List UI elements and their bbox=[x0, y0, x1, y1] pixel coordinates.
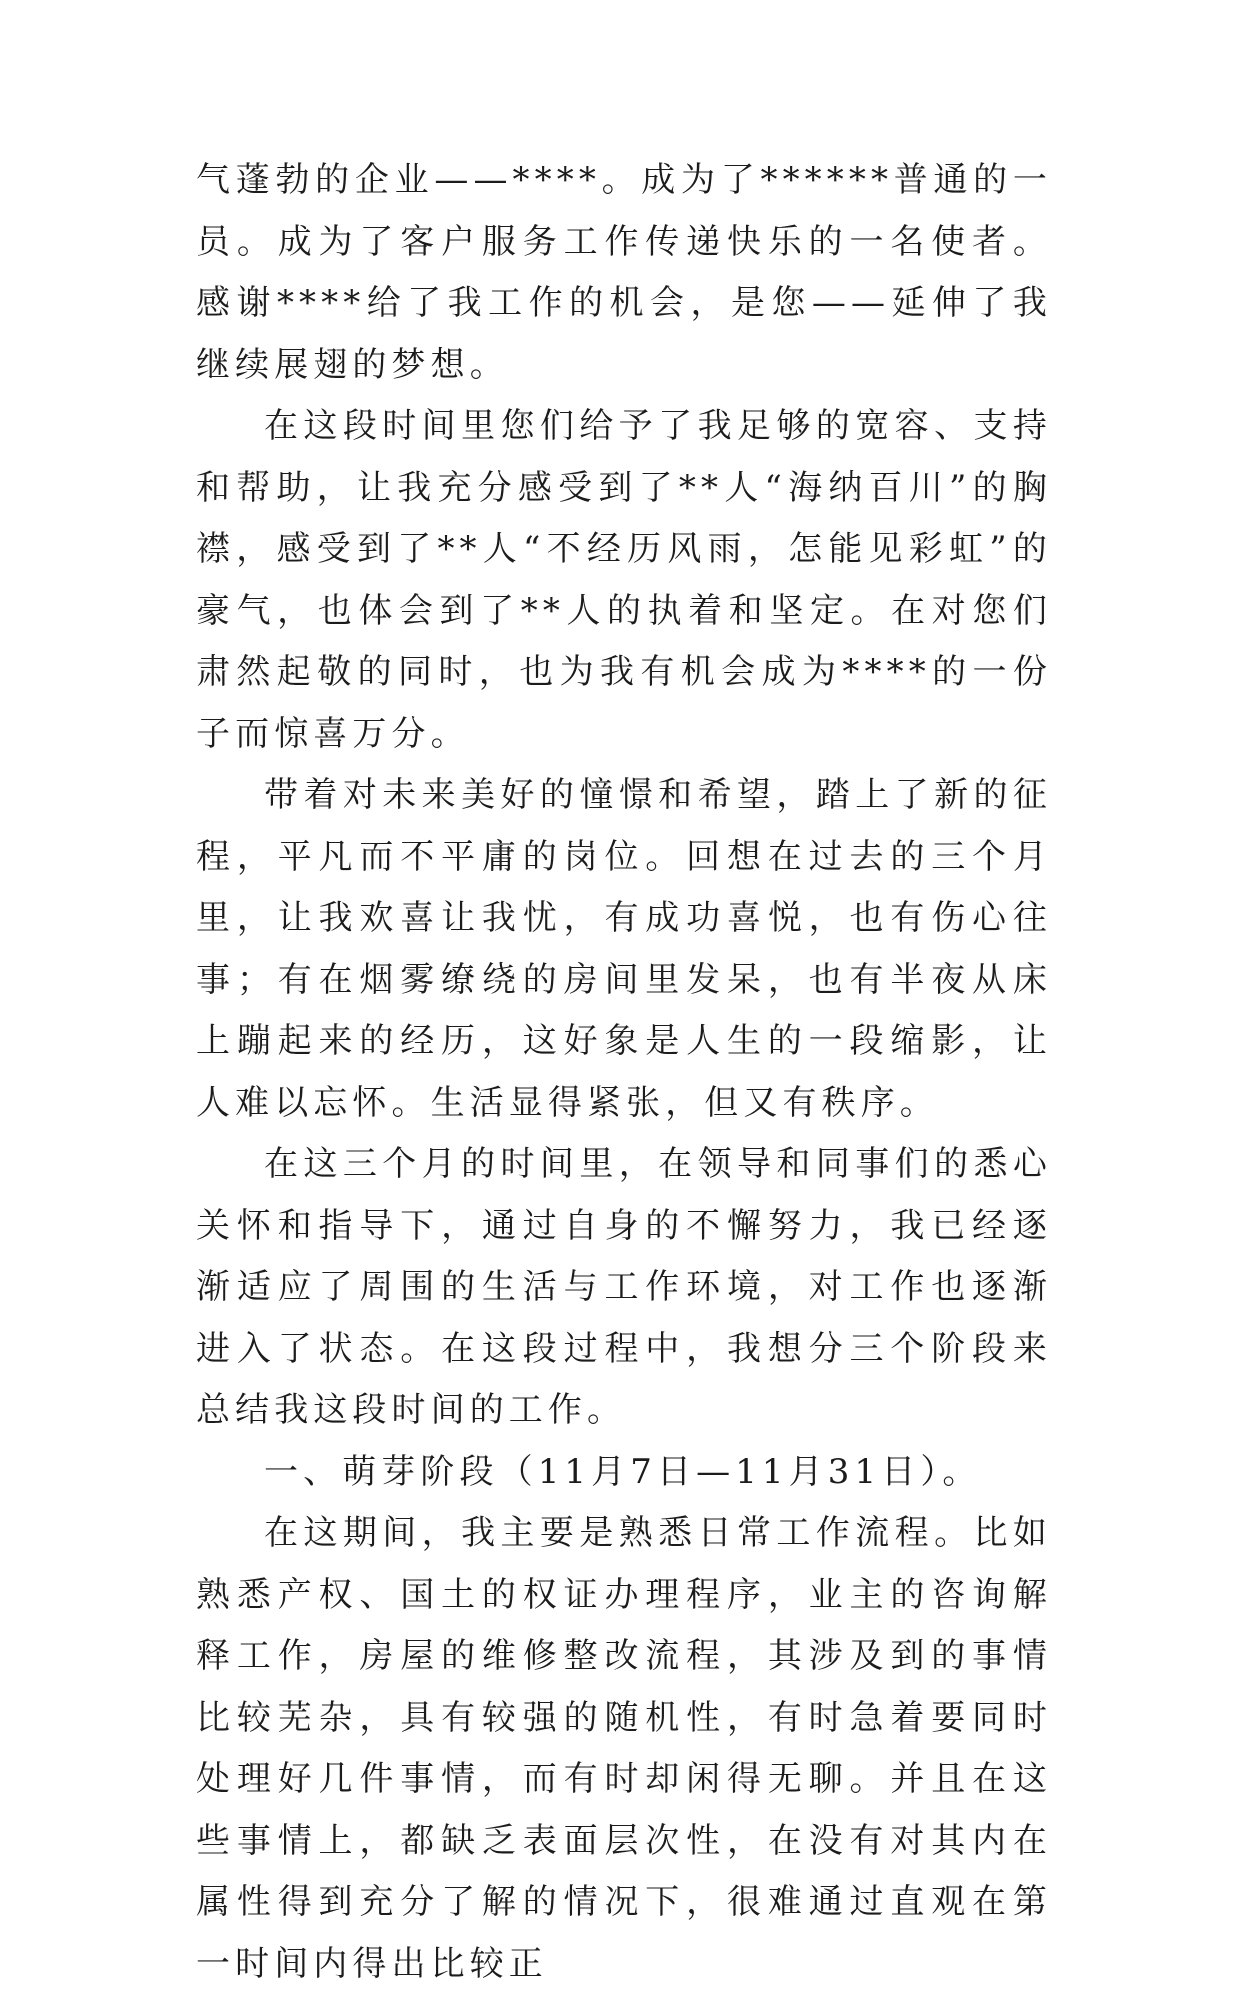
paragraph-4: 在这三个月的时间里，在领导和同事们的悉心关怀和指导下，通过自身的不懈努力，我已经逐渐适应了周围的生活与工作环境，对工作也逐渐进入了状态。在这段过程中，我想分三个阶段来总结我这段时间的工作。 bbox=[196, 1144, 1052, 1430]
paragraph-3: 带着对未来美好的憧憬和希望，踏上了新的征程，平凡而不平庸的岗位。回想在过去的三个月里，让我欢喜让我忧，有成功喜悦，也有伤心往事；有在烟雾缭绕的房间里发呆，也有半夜从床上蹦起来的经历，这好象是人生的一段缩影，让人难以忘怀。生活显得紧张，但又有秩序。 bbox=[196, 775, 1052, 1123]
paragraph-6: 在这期间，我主要是熟悉日常工作流程。比如熟悉产权、国土的权证办理程序，业主的咨询解释工作，房屋的维修整改流程，其涉及到的事情比较芜杂，具有较强的随机性，有时急着要同时处理好几件事情，而有时却闲得无聊。并且在这些事情上，都缺乏表面层次性，在没有对其内在属性得到充分了解的情况下，很难通过直观在第一时间内得出比较正 bbox=[196, 1513, 1052, 1984]
paragraph-2: 在这段时间里您们给予了我足够的宽容、支持和帮助，让我充分感受到了**人“海纳百川”的胸襟，感受到了**人“不经历风雨，怎能见彩虹”的豪气，也体会到了**人的执着和坚定。在对您们肃然起敬的同时，也为我有机会成为****的一份子而惊喜万分。 bbox=[196, 406, 1052, 754]
section-heading-stage-1: 一、萌芽阶段（11月7日—11月31日）。 bbox=[264, 1451, 982, 1492]
paragraph-1: 气蓬勃的企业——****。成为了******普通的一员。成为了客户服务工作传递快乐的一名使者。感谢****给了我工作的机会，是您——延伸了我继续展翅的梦想。 bbox=[196, 160, 1052, 385]
document-body bbox=[196, 150, 1052, 1995]
